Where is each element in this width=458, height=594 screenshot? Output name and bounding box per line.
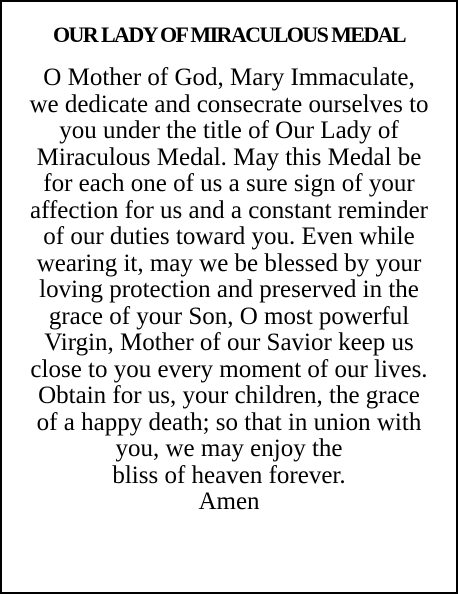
- prayer-line: you under the title of Our Lady of: [59, 117, 399, 144]
- prayer-line: Virgin, Mother of our Savior keep us: [44, 329, 414, 356]
- prayer-line: you, we may enjoy the: [115, 435, 343, 462]
- prayer-line: for each one of us a sure sign of your: [43, 170, 415, 197]
- prayer-line: of our duties toward you. Even while: [43, 223, 415, 250]
- prayer-line: bliss of heaven forever.: [112, 461, 346, 489]
- prayer-line: wearing it, may we be blessed by your: [36, 249, 422, 277]
- prayer-line-amen: Amen: [198, 488, 260, 515]
- prayer-title: OUR LADY OF MIRACULOUS MEDAL: [52, 22, 406, 47]
- prayer-line: close to you every moment of our lives.: [30, 355, 428, 383]
- prayer-line: Miraculous Medal. May this Medal be: [36, 143, 422, 171]
- prayer-text: [2, 65, 456, 516]
- prayer-line: loving protection and preserved in the: [39, 276, 419, 303]
- prayer-line: of a happy death; so that in union with: [36, 408, 422, 436]
- prayer-line: Obtain for us, your children, the grace: [38, 382, 420, 409]
- prayer-line: grace of your Son, O most powerful: [48, 302, 410, 330]
- prayer-line: O Mother of God, Mary Immaculate,: [43, 64, 415, 91]
- prayer-line: we dedicate and consecrate ourselves to: [29, 90, 429, 118]
- prayer-line: affection for us and a constant reminder: [30, 196, 428, 224]
